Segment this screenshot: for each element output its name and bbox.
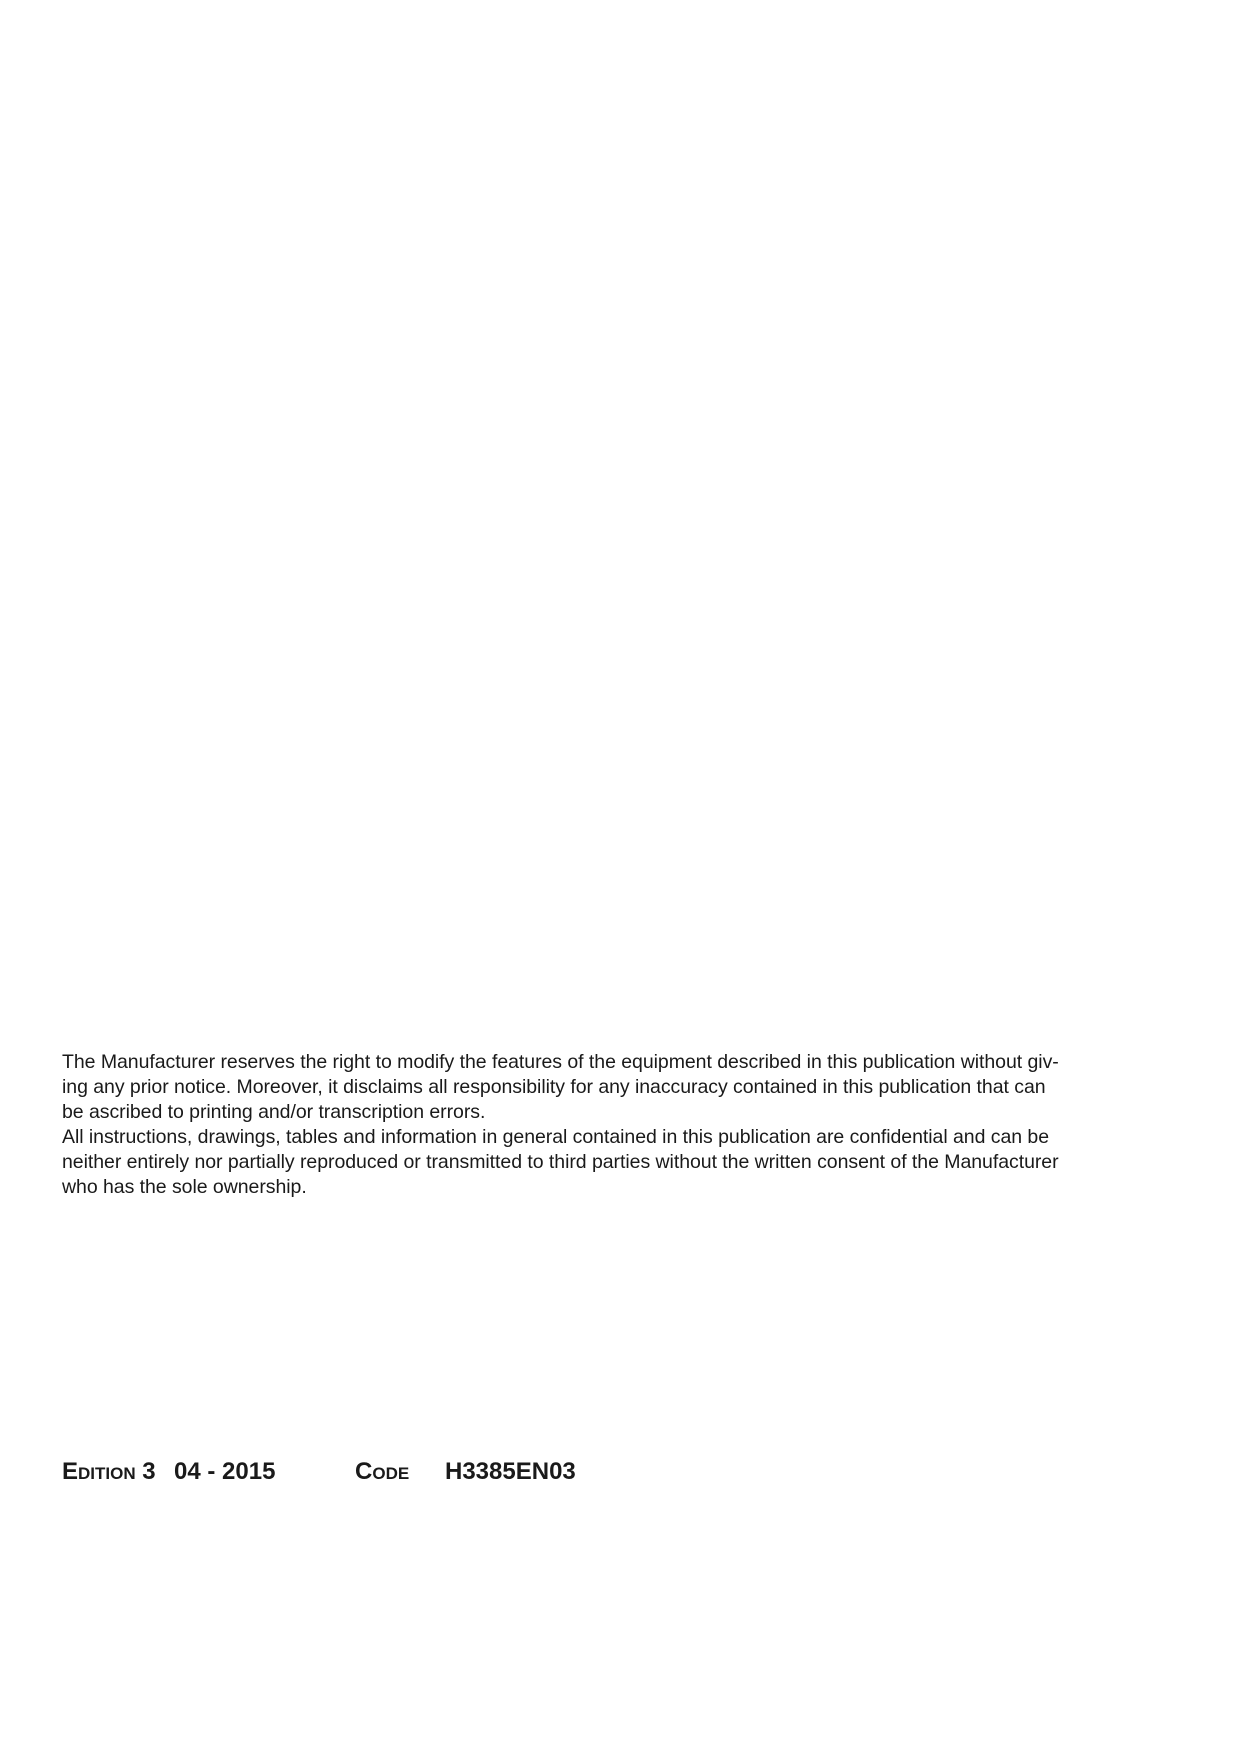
disclaimer-line: neither entirely nor partially reproduced or transmitted to third parties without the written consent of the Manufacturer [62, 1151, 1059, 1173]
disclaimer-line: ing any prior notice. Moreover, it disclaims all responsibility for any inaccuracy contained in this publication that can [62, 1076, 1046, 1098]
edition-label-rest: DITION [78, 1464, 136, 1483]
edition-number: 3 [142, 1458, 156, 1485]
code-label-rest: ODE [372, 1464, 410, 1483]
edition-label [62, 1455, 156, 1491]
code-label [355, 1455, 409, 1491]
disclaimer-line: who has the sole ownership. [62, 1176, 307, 1198]
code-label-initial: C [355, 1458, 373, 1485]
code-value: H3385EN03 [445, 1458, 576, 1485]
disclaimer-line: All instructions, drawings, tables and information in general contained in this publication are confidential and can be [62, 1126, 1049, 1148]
disclaimer-line: The Manufacturer reserves the right to modify the features of the equipment described in this publication without giv- [62, 1051, 1059, 1073]
disclaimer-line: be ascribed to printing and/or transcription errors. [62, 1101, 486, 1123]
edition-date: 04 - 2015 [174, 1458, 276, 1485]
disclaimer-paragraph [62, 1050, 1142, 1200]
edition-label-initial: E [62, 1458, 79, 1485]
